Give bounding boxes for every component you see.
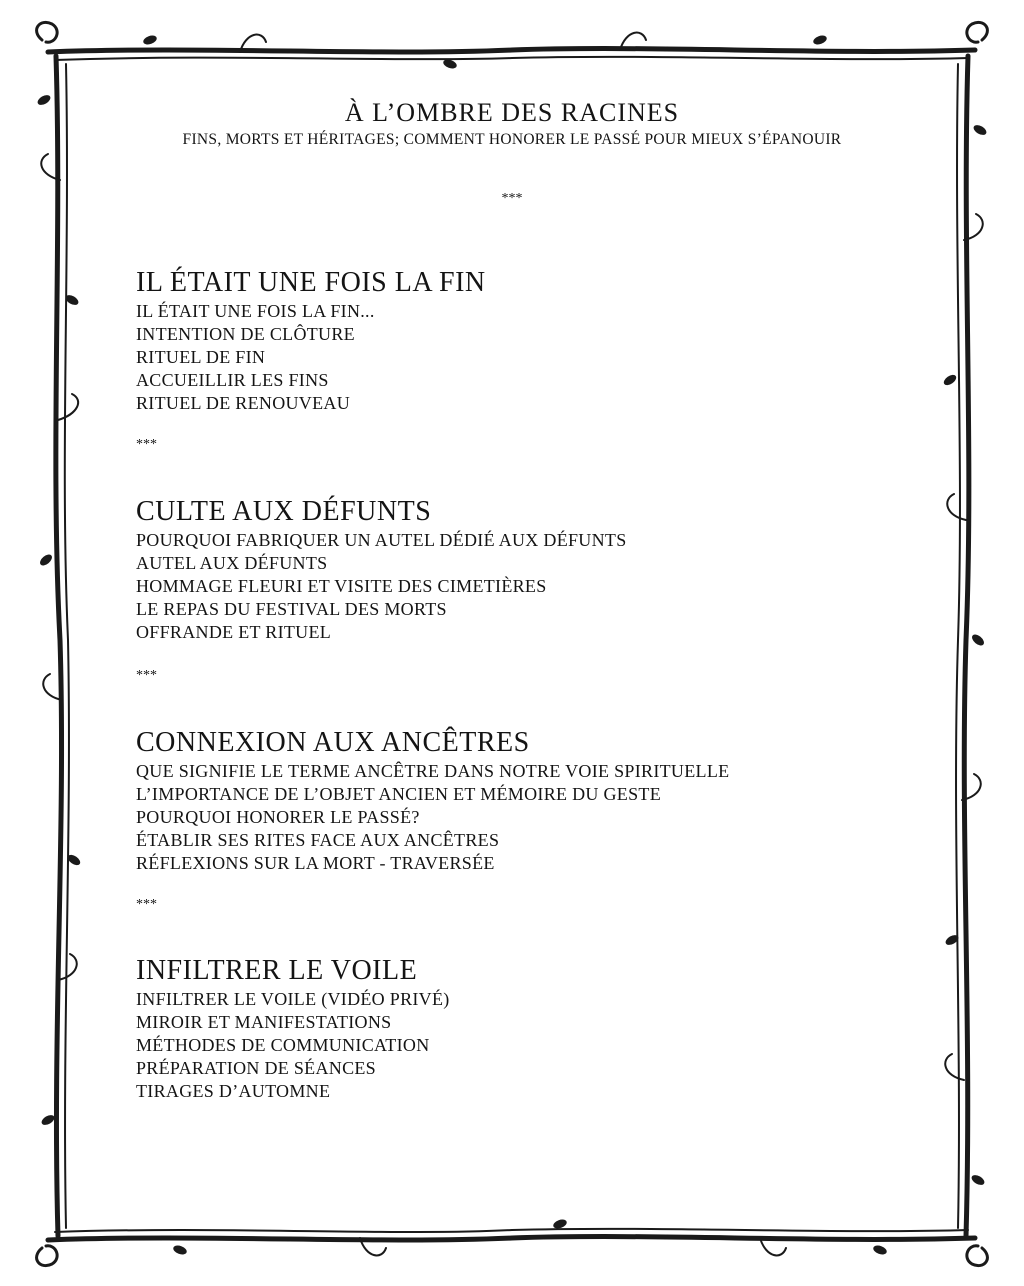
list-item: PRÉPARATION DE SÉANCES	[136, 1058, 376, 1078]
list-item: RÉFLEXIONS SUR LA MORT - TRAVERSÉE	[136, 853, 495, 873]
section-il-etait-une-fois-la-fin	[136, 268, 856, 415]
list-item: OFFRANDE ET RITUEL	[136, 622, 332, 642]
list-item: ACCUEILLIR LES FINS	[136, 370, 329, 390]
list-item: ÉTABLIR SES RITES FACE AUX ANCÊTRES	[136, 830, 500, 850]
section-title: INFILTRER LE VOILE	[136, 955, 418, 986]
list-item: INTENTION DE CLÔTURE	[136, 324, 355, 344]
list-item: POURQUOI FABRIQUER UN AUTEL DÉDIÉ AUX DÉFUNTS	[136, 530, 627, 550]
separator: ***	[136, 437, 157, 452]
section-infiltrer-le-voile	[136, 956, 856, 1103]
separator: ***	[136, 897, 157, 912]
section-title: CULTE AUX DÉFUNTS	[136, 496, 432, 527]
document-header	[0, 98, 1024, 150]
list-item: IL ÉTAIT UNE FOIS LA FIN...	[136, 301, 375, 321]
separator: ***	[136, 668, 157, 683]
list-item: RITUEL DE FIN	[136, 347, 266, 367]
document-title: À L’OMBRE DES RACINES	[344, 98, 680, 127]
list-item: MÉTHODES DE COMMUNICATION	[136, 1035, 430, 1055]
list-item: TIRAGES D’AUTOMNE	[136, 1081, 331, 1101]
list-item: QUE SIGNIFIE LE TERME ANCÊTRE DANS NOTRE VOIE SPIRITUELLE	[136, 761, 730, 781]
list-item: RITUEL DE RENOUVEAU	[136, 393, 351, 413]
list-item: L’IMPORTANCE DE L’OBJET ANCIEN ET MÉMOIRE DU GESTE	[136, 784, 661, 804]
list-item: MIROIR ET MANIFESTATIONS	[136, 1012, 392, 1032]
document-subtitle: FINS, MORTS ET HÉRITAGES; COMMENT HONORER LE PASSÉ POUR MIEUX S’ÉPANOUIR	[182, 131, 842, 148]
section-connexion-aux-ancetres	[136, 728, 856, 875]
list-item: HOMMAGE FLEURI ET VISITE DES CIMETIÈRES	[136, 576, 547, 596]
section-title: IL ÉTAIT UNE FOIS LA FIN	[136, 267, 486, 298]
separator: ***	[501, 191, 523, 206]
list-item: LE REPAS DU FESTIVAL DES MORTS	[136, 599, 447, 619]
list-item: POURQUOI HONORER LE PASSÉ?	[136, 807, 420, 827]
list-item: AUTEL AUX DÉFUNTS	[136, 553, 328, 573]
section-title: CONNEXION AUX ANCÊTRES	[136, 727, 530, 758]
list-item: INFILTRER LE VOILE (VIDÉO PRIVÉ)	[136, 989, 450, 1009]
section-culte-aux-defunts	[136, 497, 856, 644]
